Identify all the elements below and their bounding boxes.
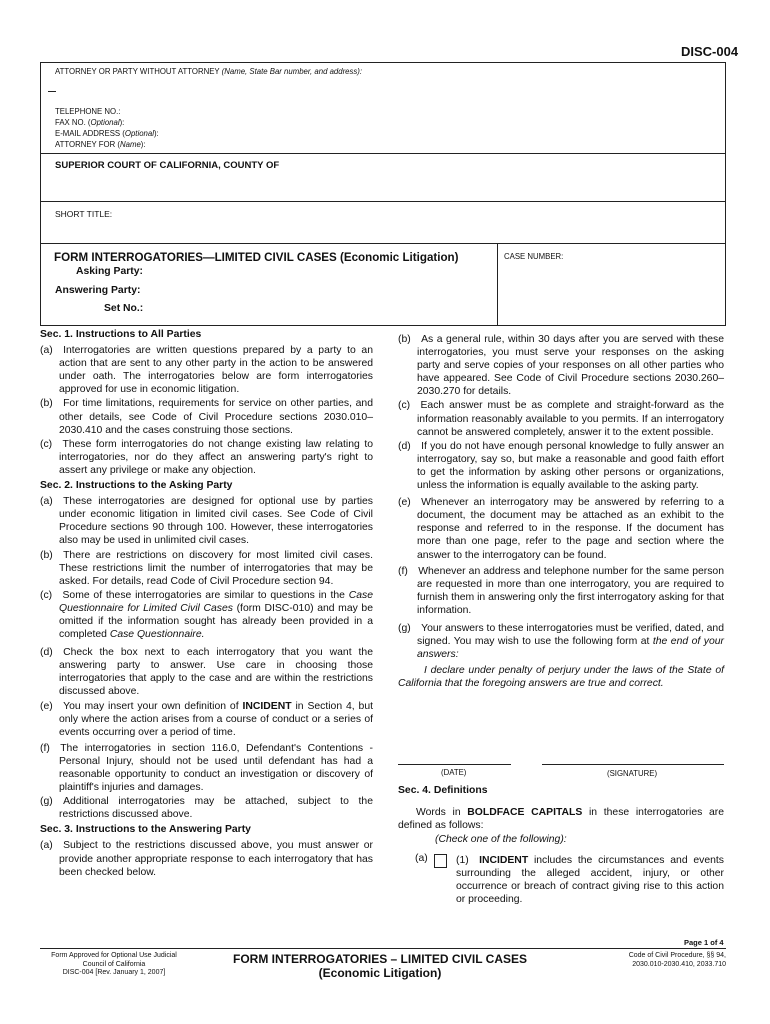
section-2a: (a) These interrogatories are designed for optional use by parties under economic litigation in limited civil cases. See Code of Civil Procedure sections 90 through 100. However, these interrogatories also may be used in unlimited civil cases. <box>40 496 373 547</box>
section-4-title: Sec. 4. Definitions <box>398 785 488 796</box>
signature-line <box>542 764 724 765</box>
section-1b: (b) For time limitations, requirements for service on other parties, and other details, see Code of Civil Procedure sections 2030.010–2030.410 and the cases construing those sections. <box>40 398 373 436</box>
attorney-for-label: ATTORNEY FOR (Name): <box>55 140 146 149</box>
form-number: DISC-004 <box>681 44 739 59</box>
footer-approval: Form Approved for Optional Use Judicial Council of California DISC-004 [Rev. January 1, 2007] <box>51 952 177 977</box>
left-border <box>40 62 41 326</box>
section-2-title: Sec. 2. Instructions to the Asking Party <box>40 480 233 492</box>
rule-court <box>40 153 726 154</box>
fax-label: FAX NO. (Optional): <box>55 118 125 127</box>
signature-label: (SIGNATURE) <box>607 769 658 778</box>
case-number-label: CASE NUMBER: <box>504 252 564 261</box>
footer-code: Code of Civil Procedure, §§ 94, 2030.010-2030.410, 2033.710 <box>628 952 726 968</box>
section-2g: (g) Additional interrogatories may be attached, subject to the restrictions discussed above. <box>40 796 373 821</box>
footer-rule <box>40 948 726 949</box>
section-2e: (e) You may insert your own definition of INCIDENT in Section 4, but only where the action arises from a course of conduct or a series of events occurring over a period of time. <box>40 700 374 738</box>
section-1-title: Sec. 1. Instructions to All Parties <box>40 329 202 340</box>
telephone-label: TELEPHONE NO.: <box>55 107 121 116</box>
definitions-intro: Words in BOLDFACE CAPITALS in these interrogatories are defined as follows: (Check one of the following): <box>398 807 724 846</box>
short-title-label: SHORT TITLE: <box>55 209 113 219</box>
section-3g: (g) Your answers to these interrogatories must be verified, dated, and signed. You may wish to use the following form at the end of your answers: <box>398 622 724 661</box>
declaration-text: I declare under penalty of perjury under the laws of the State of California that the foregoing answers are true and correct. <box>398 665 724 690</box>
definition-a-checkbox[interactable] <box>434 852 447 870</box>
date-label: (DATE) <box>441 768 467 777</box>
section-3d: (d) If you do not have enough personal knowledge to fully answer an interrogatory, say so, but make a reasonable and good faith effort to get the information by asking other persons or organizations, unless the information is equally available to the asking party. <box>398 440 724 492</box>
definition-a-text: (1) INCIDENT includes the circumstances and events surrounding the alleged accident, injury, or other occurrence or breach of contract giving rise to this action or proceeding. <box>456 855 724 906</box>
section-2f: (f) The interrogatories in section 116.0, Defendant's Contentions - Personal Injury, should not be used until defendant has had a reasonable opportunity to conduct an investigation or discovery of plaintiff's injuries and damages. <box>40 742 373 794</box>
section-3-title: Sec. 3. Instructions to the Answering Party <box>40 824 251 836</box>
left-column <box>40 326 373 880</box>
section-3a: (a) Subject to the restrictions discussed above, you must answer or provide another appropriate response to each interrogatory that has been checked below. <box>40 840 373 878</box>
case-number-divider <box>497 243 498 326</box>
section-3f: (f) Whenever an address and telephone number for the same person are requested in more than one interrogatory, you are required to furnish them in answering only the first interrogatory asking for that information. <box>398 565 724 616</box>
right-column <box>398 333 724 691</box>
section-3e: (e) Whenever an interrogatory may be answered by referring to a document, the document may be attached as an exhibit to the response and referred to in the response. If the document has more than one page, refer to the page and section where the answer to the interrogatory can be found. <box>398 497 724 561</box>
section-2b: (b) There are restrictions on discovery for most limited civil cases. These restrictions limit the number of interrogatories that may be asked. For details, read Code of Civil Procedure section 94. <box>40 549 373 587</box>
page-number: Page 1 of 4 <box>684 938 724 947</box>
set-no-label: Set No.: <box>104 303 144 314</box>
check-one-note: (Check one of the following): <box>435 834 567 846</box>
dash-mark <box>48 91 56 92</box>
section-3b: (b) As a general rule, within 30 days after you are served with these interrogatories, you must serve your responses on the asking party and serve copies of your responses on all other parties who have appeared. See Code of Civil Procedure sections 2030.260–2030.270 for details. <box>398 334 724 398</box>
section-3c: (c) Each answer must be as complete and straight-forward as the information reasonably available to you permits. If an interrogatory cannot be answered completely, answer it to the extent possible. <box>398 400 724 438</box>
rule-short-title <box>40 201 726 202</box>
rule-title <box>40 243 726 244</box>
form-title: FORM INTERROGATORIES—LIMITED CIVIL CASES (Economic Litigation) <box>54 251 459 264</box>
date-line <box>398 764 511 765</box>
section-2c: (c) Some of these interrogatories are similar to questions in the Case Questionnaire for Limited Civil Cases (form DISC-010) and may be omitted if the information sought has already been provided in a completed Case Questionnaire. <box>40 589 373 641</box>
email-label: E-MAIL ADDRESS (Optional): <box>55 129 159 138</box>
asking-party-label: Asking Party: <box>76 266 143 277</box>
top-rule <box>40 62 726 63</box>
section-2d: (d) Check the box next to each interrogatory that you want the answering party to answer. Use care in choosing those interrogatories that apply to the case and are within the restrictions discussed above. <box>40 647 373 698</box>
section-1c: (c) These form interrogatories do not change existing law relating to interrogatories, nor do they affect an answering party's right to assert any privilege or make any objection. <box>40 438 373 476</box>
court-label: SUPERIOR COURT OF CALIFORNIA, COUNTY OF <box>55 160 280 171</box>
attorney-label: ATTORNEY OR PARTY WITHOUT ATTORNEY (Name, State Bar number, and address): <box>55 67 363 76</box>
contact-fields <box>55 106 159 150</box>
footer-title: FORM INTERROGATORIES – LIMITED CIVIL CASES (Economic Litigation) <box>232 952 528 980</box>
section-1a: (a) Interrogatories are written questions prepared by a party to an action that are sent to any other party in the action to be answered under oath. The interrogatories below are form interrogatories approved for use in economic litigation. <box>40 345 373 396</box>
answering-party-label: Answering Party: <box>55 285 141 296</box>
definition-a-label: (a) <box>415 853 428 864</box>
right-border <box>725 62 726 326</box>
